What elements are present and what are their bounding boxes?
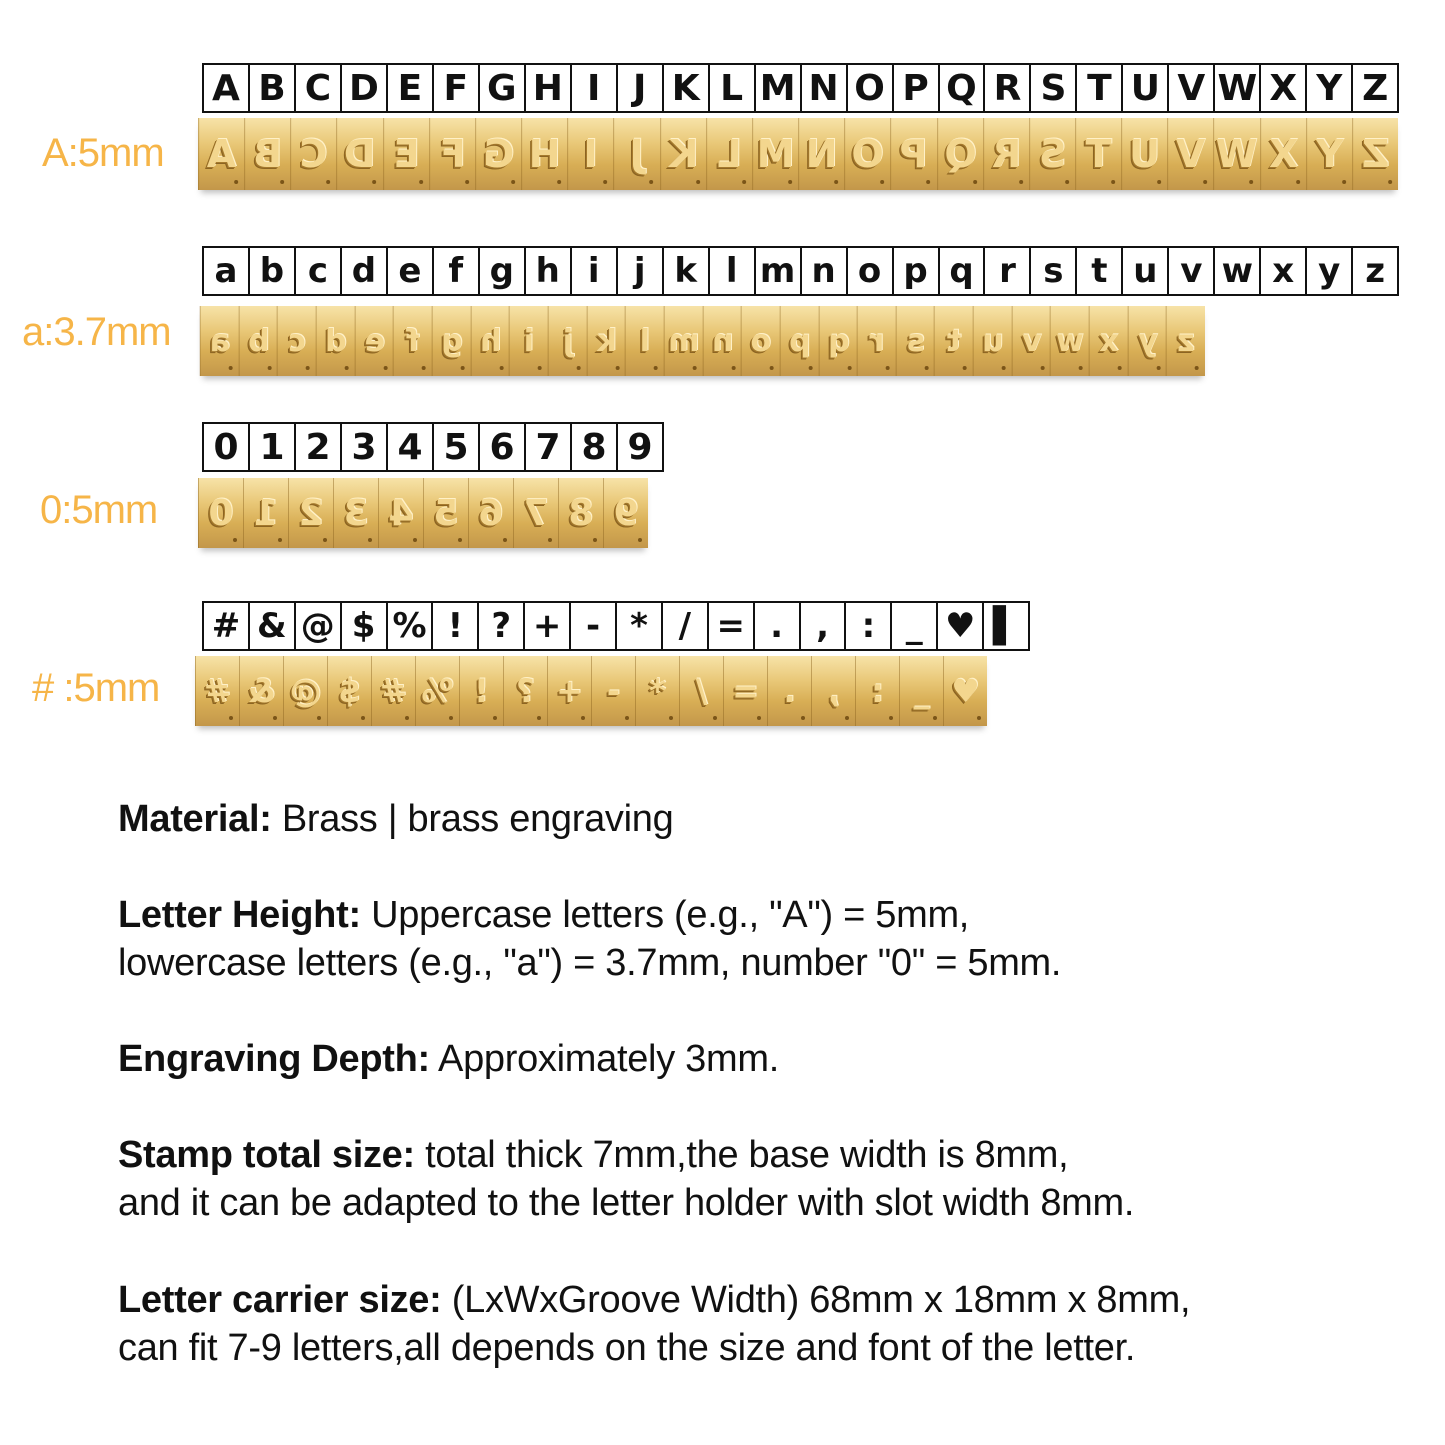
chart-cell: % [388, 603, 434, 649]
chart-cell: L [710, 65, 756, 111]
brass-stamp-block: = [723, 656, 767, 726]
chart-cell: ? [479, 603, 525, 649]
chart-cell: a [204, 248, 250, 294]
brass-stamp-block: V [1167, 118, 1213, 190]
chart-cell: # [204, 603, 250, 649]
chart-cell: r [985, 248, 1031, 294]
chart-cell: l [710, 248, 756, 294]
chart-cell: N [802, 65, 848, 111]
brass-stamp-block: + [547, 656, 591, 726]
chart-cell: Z [1362, 67, 1389, 109]
brass-stamp-block: 8 [558, 478, 603, 548]
brass-stamp-block: x [1089, 306, 1128, 376]
brass-stamp-block: 1 [243, 478, 288, 548]
brass-stamp-block: , [811, 656, 855, 726]
brass-stamp-block: k [587, 306, 626, 376]
brass-stamp-block: 0 [198, 478, 243, 548]
brass-stamp-block: C [290, 118, 336, 190]
brass-stamp-block: ? [503, 656, 547, 726]
chart-cell: X [1261, 65, 1307, 111]
chart-cell: n [802, 248, 848, 294]
brass-stamp-block: : [855, 656, 899, 726]
brass-stamp-block: 2 [288, 478, 333, 548]
brass-stamp-block: w [1050, 306, 1089, 376]
chart-cell: E [388, 65, 434, 111]
spec-stamp-total-size-label: Stamp total size: [118, 1134, 415, 1176]
chart-cell: * [617, 603, 663, 649]
spec-material [118, 795, 673, 843]
chart-cell: ♥ [938, 603, 984, 649]
chart-cell: G [480, 65, 526, 111]
chart-cell: . [755, 603, 801, 649]
brass-stamp-block: d [316, 306, 355, 376]
chart-cell: b [250, 248, 296, 294]
brass-stamp-block: 9 [603, 478, 648, 548]
brass-stamp-block: R [983, 118, 1029, 190]
chart-cell: z [1365, 251, 1386, 291]
brass-stamp-block: H [521, 118, 567, 190]
chart-cell: m [756, 248, 802, 294]
chart-cell: M [756, 65, 802, 111]
brass-stamp-block: @ [283, 656, 327, 726]
chart-cell: p [894, 248, 940, 294]
chart-cell: A [204, 65, 250, 111]
brass-stamp-block: X [1260, 118, 1306, 190]
chart-cell: ! [433, 603, 479, 649]
chart-cell: S [1031, 65, 1077, 111]
chart-cell: - [571, 603, 617, 649]
chart-cell: j [618, 248, 664, 294]
brass-stamp-block: P [890, 118, 936, 190]
chart-cell: V [1169, 65, 1215, 111]
brass-stamp-block: _ [899, 656, 943, 726]
brass-stamp-block: J [613, 118, 659, 190]
spec-letter-carrier-size [118, 1276, 1190, 1372]
spec-stamp-total-size [118, 1131, 1134, 1227]
chart-cell: 3 [342, 424, 388, 470]
uppercase-reference-chart [202, 63, 1399, 113]
chart-cell: O [848, 65, 894, 111]
chart-cell: f [434, 248, 480, 294]
brass-stamp-block: s [896, 306, 935, 376]
chart-cell: @ [296, 603, 342, 649]
brass-stamp-block: # [371, 656, 415, 726]
spec-stamp-total-size-line1: total thick 7mm,the base width is 8mm, [414, 1134, 1069, 1176]
chart-cell: Y [1307, 65, 1353, 111]
chart-cell: x [1261, 248, 1307, 294]
chart-cell: P [894, 65, 940, 111]
chart-cell: 2 [296, 424, 342, 470]
brass-stamp-block: Y [1306, 118, 1352, 190]
spec-letter-height [118, 891, 1061, 987]
brass-stamp-block: L [706, 118, 752, 190]
chart-cell: J [618, 65, 664, 111]
chart-cell: v [1169, 248, 1215, 294]
lowercase-reference-chart [202, 246, 1399, 296]
brass-stamp-block: t [934, 306, 973, 376]
brass-stamp-block: b [239, 306, 278, 376]
chart-cell: 8 [572, 424, 618, 470]
chart-cell: / [663, 603, 709, 649]
brass-stamp-block: m [664, 306, 703, 376]
chart-cell: d [342, 248, 388, 294]
spec-material-label: Material: [118, 798, 272, 840]
spec-stamp-total-size-line2: and it can be adapted to the letter holder with slot width 8mm. [118, 1182, 1135, 1224]
brass-stamp-block: n [703, 306, 742, 376]
brass-stamp-block: 5 [423, 478, 468, 548]
chart-cell: 5 [434, 424, 480, 470]
brass-stamp-block: I [567, 118, 613, 190]
symbols-reference-chart [202, 601, 1030, 651]
brass-stamp-block: E [383, 118, 429, 190]
brass-stamp-block: B [244, 118, 290, 190]
lowercase-size-label: a:3.7mm [22, 310, 171, 354]
brass-stamp-block: z [1166, 306, 1205, 376]
brass-stamp-block: v [1012, 306, 1051, 376]
chart-cell: + [525, 603, 571, 649]
brass-stamp-block: S [1029, 118, 1075, 190]
numbers-brass-stamps [198, 478, 648, 548]
numbers-reference-chart [202, 422, 664, 472]
brass-stamp-block: e [355, 306, 394, 376]
chart-cell: 6 [480, 424, 526, 470]
brass-stamp-block: p [780, 306, 819, 376]
chart-cell: C [296, 65, 342, 111]
spec-letter-carrier-size-label: Letter carrier size: [118, 1279, 442, 1321]
chart-cell: 0 [204, 424, 250, 470]
numbers-size-label: 0:5mm [40, 488, 158, 532]
spec-engraving-depth [118, 1035, 779, 1083]
spec-material-value: Brass | brass engraving [271, 798, 674, 840]
chart-cell: 9 [627, 426, 653, 468]
brass-stamp-block: r [857, 306, 896, 376]
brass-stamp-block: # [195, 656, 239, 726]
brass-stamp-block: D [336, 118, 382, 190]
lowercase-brass-stamps [200, 306, 1205, 376]
brass-stamp-block: O [844, 118, 890, 190]
uppercase-size-label: A:5mm [42, 131, 164, 175]
brass-stamp-block: W [1213, 118, 1259, 190]
brass-stamp-block: u [973, 306, 1012, 376]
chart-cell: i [572, 248, 618, 294]
brass-stamp-block: i [509, 306, 548, 376]
spec-letter-carrier-size-line1: (LxWxGroove Width) 68mm x 18mm x 8mm, [441, 1279, 1191, 1321]
brass-stamp-block: U [1121, 118, 1167, 190]
chart-cell: H [526, 65, 572, 111]
spec-engraving-depth-value: Approximately 3mm. [429, 1038, 779, 1080]
brass-stamp-block: o [741, 306, 780, 376]
brass-stamp-block: q [819, 306, 858, 376]
brass-stamp-block: 6 [468, 478, 513, 548]
chart-cell: 4 [388, 424, 434, 470]
brass-stamp-block: y [1128, 306, 1167, 376]
brass-stamp-block: * [635, 656, 679, 726]
chart-cell: : [846, 603, 892, 649]
chart-cell: u [1123, 248, 1169, 294]
chart-cell: 7 [526, 424, 572, 470]
brass-stamp-block: $ [327, 656, 371, 726]
brass-stamp-block: g [432, 306, 471, 376]
chart-cell: k [664, 248, 710, 294]
brass-stamp-block: A [198, 118, 244, 190]
brass-stamp-block: / [679, 656, 723, 726]
uppercase-brass-stamps [198, 118, 1398, 190]
chart-cell: 1 [250, 424, 296, 470]
brass-stamp-block: 7 [513, 478, 558, 548]
chart-cell: D [342, 65, 388, 111]
chart-cell: & [250, 603, 296, 649]
brass-stamp-block: 4 [378, 478, 423, 548]
brass-stamp-block: % [415, 656, 459, 726]
chart-cell: _ [892, 603, 938, 649]
symbols-brass-stamps [195, 656, 987, 726]
brass-stamp-block: c [277, 306, 316, 376]
chart-cell: Q [940, 65, 986, 111]
brass-stamp-block: - [591, 656, 635, 726]
chart-cell: q [940, 248, 986, 294]
brass-stamp-block: N [798, 118, 844, 190]
chart-cell: I [572, 65, 618, 111]
brass-stamp-block: K [660, 118, 706, 190]
chart-cell: U [1123, 65, 1169, 111]
chart-cell: = [709, 603, 755, 649]
brass-stamp-block: 3 [333, 478, 378, 548]
symbols-size-label: # :5mm [32, 666, 160, 710]
chart-cell: y [1307, 248, 1353, 294]
chart-cell: e [388, 248, 434, 294]
chart-cell: o [848, 248, 894, 294]
chart-cell: c [296, 248, 342, 294]
spec-letter-height-line1: Uppercase letters (e.g., "A") = 5mm, [360, 894, 970, 936]
brass-stamp-block: a [200, 306, 239, 376]
chart-cell: B [250, 65, 296, 111]
chart-cell: K [664, 65, 710, 111]
chart-cell: s [1031, 248, 1077, 294]
chart-cell: ▌ [993, 606, 1020, 646]
chart-cell: T [1077, 65, 1123, 111]
brass-stamp-block: ♥ [943, 656, 987, 726]
spec-engraving-depth-label: Engraving Depth: [118, 1038, 430, 1080]
brass-stamp-block: l [625, 306, 664, 376]
brass-stamp-block: Q [937, 118, 983, 190]
chart-cell: , [801, 603, 847, 649]
chart-cell: F [434, 65, 480, 111]
brass-stamp-block: G [475, 118, 521, 190]
chart-cell: $ [342, 603, 388, 649]
spec-letter-height-label: Letter Height: [118, 894, 361, 936]
brass-stamp-block: ! [459, 656, 503, 726]
brass-stamp-block: F [429, 118, 475, 190]
brass-stamp-block: & [239, 656, 283, 726]
chart-cell: g [480, 248, 526, 294]
brass-stamp-block: Z [1352, 118, 1398, 190]
chart-cell: t [1077, 248, 1123, 294]
spec-letter-carrier-size-line2: can fit 7-9 letters,all depends on the size and font of the letter. [118, 1327, 1136, 1369]
brass-stamp-block: f [393, 306, 432, 376]
chart-cell: w [1215, 248, 1261, 294]
chart-cell: h [526, 248, 572, 294]
brass-stamp-block: j [548, 306, 587, 376]
brass-stamp-block: T [1075, 118, 1121, 190]
brass-stamp-block: . [767, 656, 811, 726]
chart-cell: R [985, 65, 1031, 111]
brass-stamp-block: M [752, 118, 798, 190]
spec-letter-height-line2: lowercase letters (e.g., "a") = 3.7mm, number "0" = 5mm. [118, 942, 1062, 984]
chart-cell: W [1215, 65, 1261, 111]
brass-stamp-block: h [471, 306, 510, 376]
